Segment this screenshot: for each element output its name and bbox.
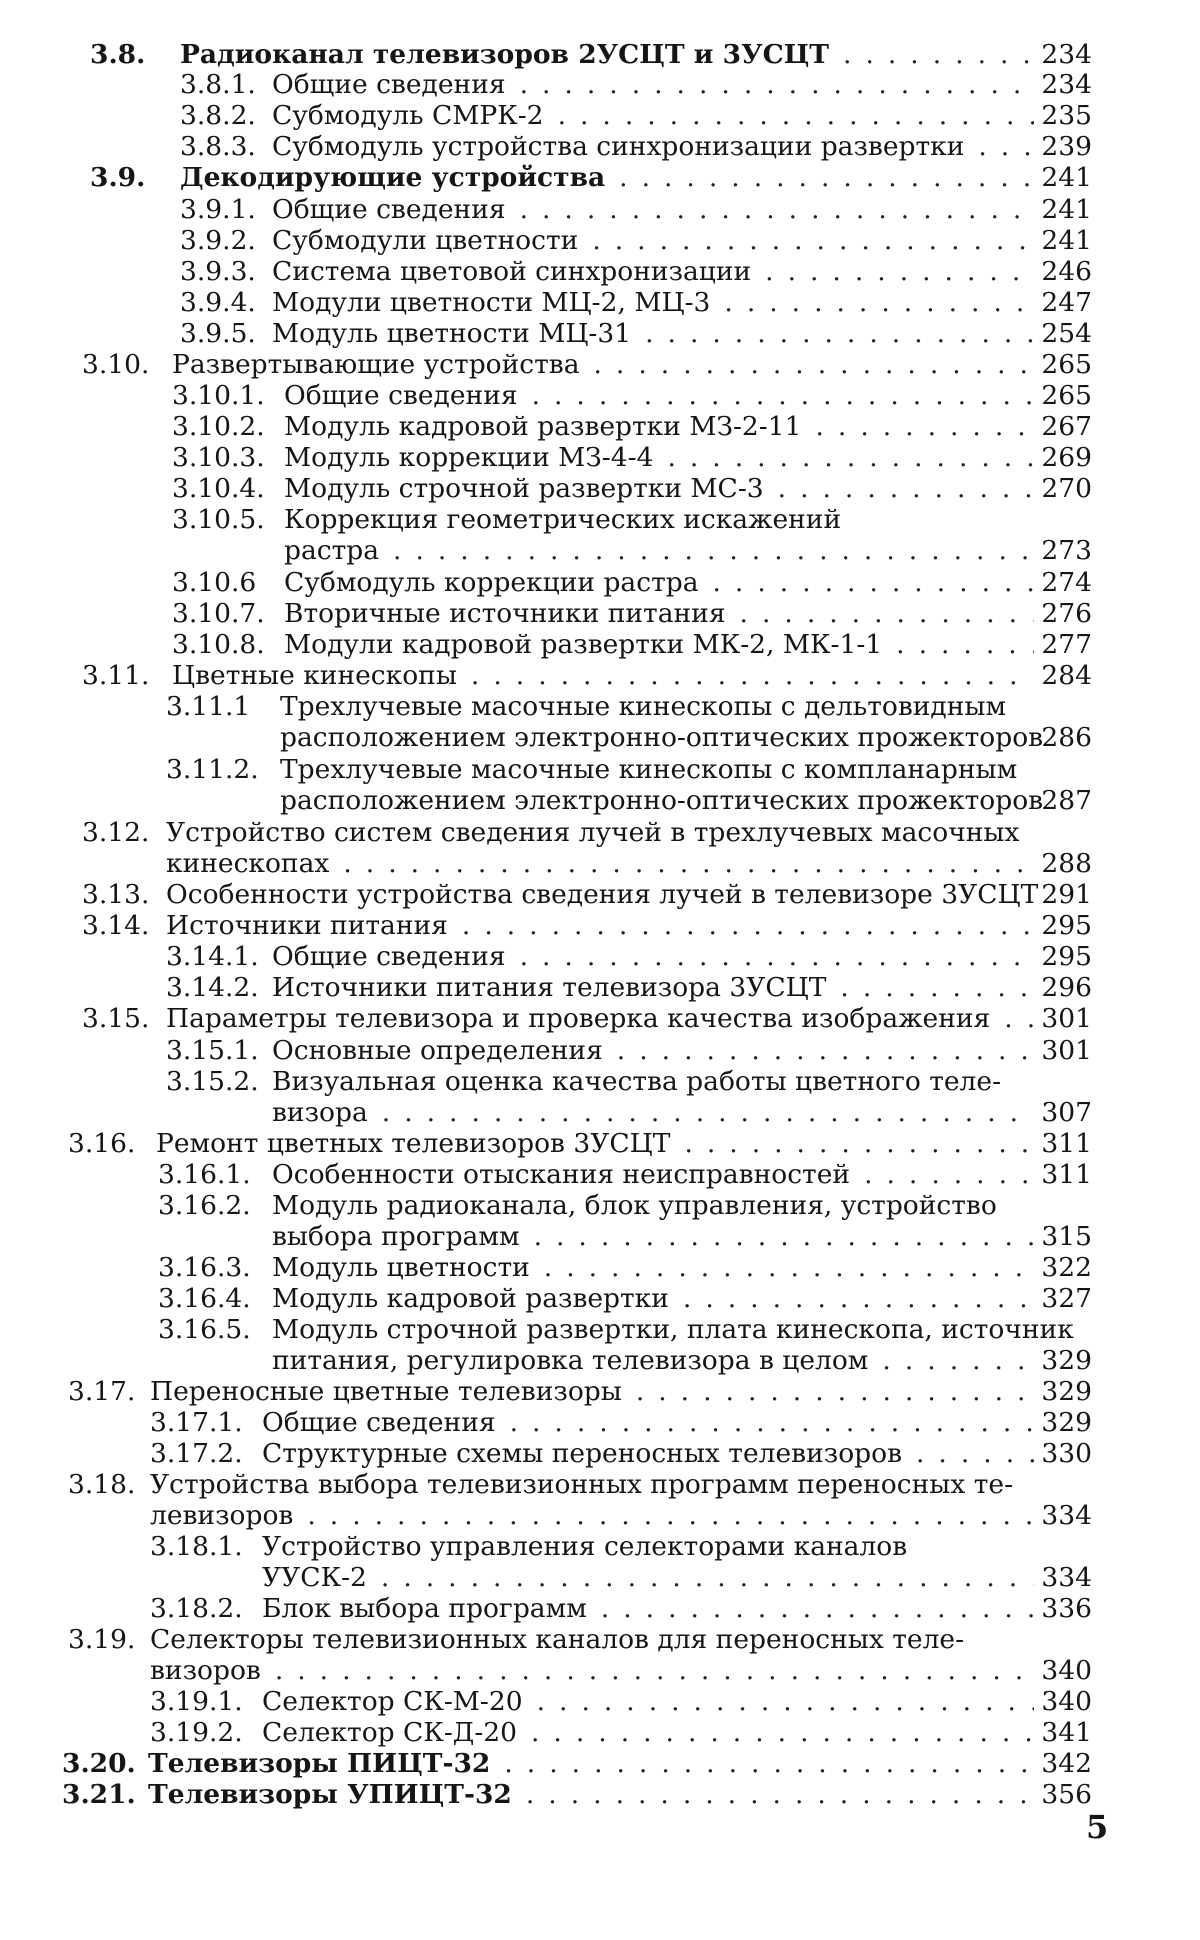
toc-entry-number: 3.12.: [82, 818, 149, 848]
leader-dots: .......: [864, 1160, 1034, 1190]
toc-entry-page: 311: [1041, 1129, 1092, 1159]
toc-entry-number: 3.19.: [68, 1625, 135, 1655]
toc-entry-title: Модуль цветности: [272, 1253, 530, 1283]
toc-entry-number: 3.11.: [82, 661, 149, 691]
toc-entry-number: 3.16.5.: [158, 1315, 251, 1345]
toc-entry-continuation: [0, 1346, 1200, 1376]
toc-entry-page: 270: [1041, 474, 1092, 504]
toc-entry-page: 241: [1041, 163, 1092, 193]
toc-entry-page: 284: [1041, 661, 1092, 691]
leader-dots: ..: [978, 132, 1034, 162]
toc-entry[interactable]: [0, 568, 1200, 598]
toc-entry-title: Переносные цветные телевизоры: [150, 1377, 622, 1407]
toc-entry-title: Система цветовой синхронизации: [272, 257, 751, 287]
leader-dots: ....................: [619, 163, 1034, 193]
toc-entry-number: 3.10.6: [172, 568, 256, 598]
toc-entry-title: Модуль цветности МЦ-31: [272, 319, 631, 349]
leader-dots: .................................: [275, 1656, 1034, 1686]
table-of-contents: [0, 0, 1200, 1940]
toc-entry[interactable]: [0, 942, 1200, 972]
toc-entry-title: Селекторы телевизионных каналов для переносных теле-: [150, 1625, 964, 1655]
toc-entry[interactable]: [0, 1160, 1200, 1190]
toc-entry-page: 265: [1041, 381, 1092, 411]
toc-entry[interactable]: [0, 474, 1200, 504]
toc-entry-page: 239: [1041, 132, 1092, 162]
toc-entry-page: 301: [1041, 1036, 1092, 1066]
toc-entry-continuation: [0, 536, 1200, 566]
toc-entry-page: 288: [1041, 849, 1092, 879]
leader-dots: ...............: [683, 1284, 1034, 1314]
toc-entry-number: 3.16.2.: [158, 1191, 251, 1221]
toc-entry-title: Субмодуль устройства синхронизации развертки: [272, 132, 964, 162]
toc-entry-title: Модуль кадровой развертки: [272, 1284, 669, 1314]
toc-entry-page: 327: [1041, 1284, 1092, 1314]
toc-entry-title-line2: выбора программ: [272, 1222, 520, 1252]
toc-entry-number: 3.19.1.: [150, 1687, 243, 1717]
leader-dots: ..............................: [343, 849, 1034, 879]
leader-dots: .........................: [462, 911, 1034, 941]
toc-entry-continuation: [0, 1222, 1200, 1252]
toc-entry-title: Субмодули цветности: [272, 226, 578, 256]
leader-dots: ...........: [778, 474, 1034, 504]
toc-entry[interactable]: [0, 1532, 1200, 1562]
toc-entry-continuation: [0, 1656, 1200, 1686]
toc-entry-page: 334: [1041, 1501, 1092, 1531]
toc-entry-title: Декодирующие устройства: [180, 163, 605, 193]
toc-entry[interactable]: [0, 755, 1200, 785]
toc-entry-title: Общие сведения: [272, 70, 506, 100]
toc-entry-page: 336: [1041, 1594, 1092, 1624]
toc-entry-number: 3.20.: [62, 1749, 136, 1779]
leader-dots: .......................: [504, 1749, 1034, 1779]
toc-entry[interactable]: [0, 1470, 1200, 1500]
toc-entry-page: 334: [1041, 1563, 1092, 1593]
toc-entry-title-line2: кинескопах: [166, 849, 329, 879]
leader-dots: ............................: [393, 536, 1034, 566]
toc-entry[interactable]: [0, 1129, 1200, 1159]
toc-entry-title: Ремонт цветных телевизоров 3УСЦТ: [156, 1129, 670, 1159]
toc-entry-continuation: [0, 786, 1200, 816]
toc-entry[interactable]: [0, 1067, 1200, 1097]
toc-entry[interactable]: [0, 1004, 1200, 1034]
leader-dots: ......................: [531, 1718, 1034, 1748]
toc-entry-title: Общие сведения: [262, 1408, 496, 1438]
leader-dots: ....................: [592, 226, 1034, 256]
toc-entry[interactable]: [0, 505, 1200, 535]
toc-entry-page: 311: [1041, 1160, 1092, 1190]
leader-dots: .: [1004, 1004, 1034, 1034]
toc-entry-number: 3.10.8.: [172, 630, 265, 660]
toc-entry-page: 322: [1041, 1253, 1092, 1283]
toc-entry-number: 3.16.4.: [158, 1284, 251, 1314]
toc-entry-page: 241: [1041, 226, 1092, 256]
toc-entry-page: 241: [1041, 195, 1092, 225]
toc-entry-number: 3.10.1.: [172, 381, 265, 411]
toc-entry-title-line2: расположением электронно-оптических прожекторов: [280, 786, 1043, 816]
toc-entry-number: 3.8.2.: [180, 101, 256, 131]
toc-entry-page: 234: [1041, 40, 1092, 70]
toc-entry-title: Селектор СК-М-20: [262, 1687, 523, 1717]
toc-entry-page: 340: [1041, 1656, 1092, 1686]
toc-entry[interactable]: [0, 40, 1200, 70]
toc-entry[interactable]: [0, 1749, 1200, 1779]
toc-entry-title: Радиоканал телевизоров 2УСЦТ и 3УСЦТ: [180, 40, 829, 70]
toc-entry-number: 3.18.2.: [150, 1594, 243, 1624]
toc-entry[interactable]: [0, 630, 1200, 660]
leader-dots: .....................: [558, 101, 1034, 131]
leader-dots: .......................: [520, 70, 1034, 100]
toc-entry-title: Модуль коррекции МЗ-4-4: [284, 443, 653, 473]
toc-entry-title: Трехлучевые масочные кинескопы с компланарным: [280, 755, 1017, 785]
toc-entry-title: Параметры телевизора и проверка качества изображения: [166, 1004, 990, 1034]
toc-entry[interactable]: [0, 1408, 1200, 1438]
toc-entry-continuation: [0, 723, 1200, 753]
toc-entry-number: 3.14.: [82, 911, 149, 941]
toc-entry[interactable]: [0, 1377, 1200, 1407]
toc-entry[interactable]: [0, 101, 1200, 131]
toc-entry-page: 329: [1041, 1408, 1092, 1438]
toc-entry-title: Селектор СК-Д-20: [262, 1718, 517, 1748]
leader-dots: ......: [882, 1346, 1034, 1376]
toc-entry-title: Вторичные источники питания: [284, 599, 726, 629]
toc-entry-number: 3.10.5.: [172, 505, 265, 535]
toc-entry-number: 3.16.: [68, 1129, 135, 1159]
toc-entry[interactable]: [0, 70, 1200, 100]
toc-entry-page: 234: [1041, 70, 1092, 100]
toc-entry-number: 3.9.1.: [180, 195, 256, 225]
toc-entry-number: 3.13.: [82, 880, 149, 910]
toc-entry-page: 342: [1041, 1749, 1092, 1779]
toc-entry[interactable]: [0, 163, 1200, 193]
toc-entry-number: 3.21.: [62, 1780, 136, 1810]
leader-dots: ........: [840, 973, 1034, 1003]
toc-entry-page: 295: [1041, 911, 1092, 941]
toc-entry-page: 269: [1041, 443, 1092, 473]
leader-dots: ......................: [526, 1780, 1034, 1810]
toc-entry[interactable]: [0, 880, 1200, 910]
toc-entry-page: 276: [1041, 599, 1092, 629]
toc-entry-page: 329: [1041, 1346, 1092, 1376]
leader-dots: .....: [916, 1439, 1034, 1469]
toc-entry[interactable]: [0, 1036, 1200, 1066]
leader-dots: .................: [636, 1377, 1034, 1407]
leader-dots: ...............: [684, 1129, 1034, 1159]
toc-entry-number: 3.15.2.: [166, 1067, 259, 1097]
toc-entry-page: 246: [1041, 257, 1092, 287]
leader-dots: .......................: [510, 1408, 1034, 1438]
toc-entry[interactable]: [0, 599, 1200, 629]
toc-entry-number: 3.14.1.: [166, 942, 259, 972]
toc-entry[interactable]: [0, 443, 1200, 473]
toc-entry-title: Модуль радиоканала, блок управления, устройство: [272, 1191, 997, 1221]
toc-entry-title: Визуальная оценка качества работы цветного теле-: [272, 1067, 1001, 1097]
toc-entry-number: 3.8.3.: [180, 132, 256, 162]
toc-entry-title: Модуль строчной развертки МС-3: [284, 474, 764, 504]
toc-entry-number: 3.9.2.: [180, 226, 256, 256]
toc-entry-title: Источники питания телевизора 3УСЦТ: [272, 973, 826, 1003]
leader-dots: ................................: [307, 1501, 1034, 1531]
toc-entry[interactable]: [0, 350, 1200, 380]
toc-entry-page: 296: [1041, 973, 1092, 1003]
toc-entry-page: 267: [1041, 412, 1092, 442]
toc-entry[interactable]: [0, 1780, 1200, 1810]
leader-dots: .......................: [520, 942, 1034, 972]
toc-entry-page: 356: [1041, 1780, 1092, 1810]
toc-entry-number: 3.18.: [68, 1470, 135, 1500]
toc-entry[interactable]: [0, 1191, 1200, 1221]
toc-entry-number: 3.14.2.: [166, 973, 259, 1003]
toc-entry-continuation: [0, 1501, 1200, 1531]
leader-dots: ....................: [594, 350, 1035, 380]
leader-dots: ......: [896, 630, 1034, 660]
toc-entry[interactable]: [0, 226, 1200, 256]
toc-entry[interactable]: [0, 412, 1200, 442]
toc-entry-number: 3.9.: [90, 163, 145, 193]
toc-entry-title: Устройство управления селекторами каналов: [262, 1532, 907, 1562]
toc-entry-title-line2: питания, регулировка телевизора в целом: [272, 1346, 868, 1376]
toc-entry-number: 3.15.: [82, 1004, 149, 1034]
toc-entry[interactable]: [0, 1687, 1200, 1717]
toc-entry-title: Особенности отыскания неисправностей: [272, 1160, 850, 1190]
toc-entry[interactable]: [0, 319, 1200, 349]
toc-entry[interactable]: [0, 195, 1200, 225]
toc-entry-number: 3.11.1: [166, 692, 250, 722]
toc-entry-title: Структурные схемы переносных телевизоров: [262, 1439, 902, 1469]
toc-entry-number: 3.15.1.: [166, 1036, 259, 1066]
leader-dots: ..........: [815, 412, 1034, 442]
toc-entry-title: Развертывающие устройства: [172, 350, 580, 380]
toc-entry-number: 3.17.: [68, 1377, 135, 1407]
toc-entry-continuation: [0, 849, 1200, 879]
toc-entry-title: Телевизоры ПИЦТ-32: [148, 1749, 490, 1779]
toc-entry-number: 3.17.1.: [150, 1408, 243, 1438]
leader-dots: .......................: [520, 195, 1034, 225]
toc-entry-number: 3.9.5.: [180, 319, 256, 349]
toc-entry[interactable]: [0, 381, 1200, 411]
toc-entry-number: 3.16.3.: [158, 1253, 251, 1283]
leader-dots: ..............: [713, 568, 1035, 598]
toc-entry[interactable]: [0, 257, 1200, 287]
toc-entry-title-line2: визора: [272, 1098, 368, 1128]
toc-entry-number: 3.10.: [82, 350, 149, 380]
leader-dots: ......................: [534, 1222, 1034, 1252]
toc-entry-title-line2: расположением электронно-оптических прожекторов: [280, 723, 1043, 753]
toc-entry[interactable]: [0, 911, 1200, 941]
toc-entry-page: 329: [1041, 1377, 1092, 1407]
toc-entry[interactable]: [0, 1594, 1200, 1624]
toc-entry-number: 3.8.1.: [180, 70, 256, 100]
toc-entry-number: 3.8.: [90, 40, 145, 70]
leader-dots: ....................: [601, 1594, 1034, 1624]
leader-dots: ......................: [532, 381, 1034, 411]
toc-entry-title: Модуль строчной развертки, плата кинескопа, источник: [272, 1315, 1074, 1345]
toc-entry-title: Телевизоры УПИЦТ-32: [148, 1780, 512, 1810]
toc-entry-number: 3.16.1.: [158, 1160, 251, 1190]
toc-entry-number: 3.10.3.: [172, 443, 265, 473]
toc-entry-title: Трехлучевые масочные кинескопы с дельтовидным: [280, 692, 1006, 722]
leader-dots: .............: [724, 288, 1034, 318]
toc-entry-page: 295: [1041, 942, 1092, 972]
toc-entry-page: 254: [1041, 319, 1092, 349]
toc-entry[interactable]: [0, 661, 1200, 691]
toc-entry[interactable]: [0, 1284, 1200, 1314]
leader-dots: ..............................: [381, 1563, 1034, 1593]
toc-entry-continuation: [0, 1098, 1200, 1128]
toc-entry-title: Субмодуль коррекции растра: [284, 568, 699, 598]
toc-entry-title: Коррекция геометрических искажений: [284, 505, 841, 535]
toc-entry-page: 301: [1041, 1004, 1092, 1034]
leader-dots: ........: [843, 40, 1034, 70]
page-number: 5: [1086, 1808, 1108, 1846]
toc-entry[interactable]: [0, 692, 1200, 722]
toc-entry-number: 3.18.1.: [150, 1532, 243, 1562]
toc-entry-title: Общие сведения: [272, 942, 506, 972]
toc-entry[interactable]: [0, 1625, 1200, 1655]
toc-entry-title: Модули кадровой развертки МК-2, МК-1-1: [284, 630, 882, 660]
toc-entry[interactable]: [0, 288, 1200, 318]
toc-entry-number: 3.9.3.: [180, 257, 256, 287]
leader-dots: .........................: [471, 661, 1034, 691]
leader-dots: ....................: [617, 1036, 1034, 1066]
toc-entry-page: 235: [1041, 101, 1092, 131]
leader-dots: ......................: [544, 1253, 1034, 1283]
toc-entry-number: 3.11.2.: [166, 755, 259, 785]
toc-entry[interactable]: [0, 1253, 1200, 1283]
leader-dots: .................: [645, 319, 1034, 349]
toc-entry-page: 277: [1041, 630, 1092, 660]
toc-entry-number: 3.10.7.: [172, 599, 265, 629]
toc-entry-title: Общие сведения: [272, 195, 506, 225]
toc-entry-number: 3.17.2.: [150, 1439, 243, 1469]
toc-entry[interactable]: [0, 132, 1200, 162]
toc-entry[interactable]: [0, 1315, 1200, 1345]
toc-entry-title: Субмодуль СМРК-2: [272, 101, 544, 131]
toc-entry-page: 247: [1041, 288, 1092, 318]
toc-entry[interactable]: [0, 973, 1200, 1003]
toc-entry-number: 3.19.2.: [150, 1718, 243, 1748]
leader-dots: ..............................: [382, 1098, 1034, 1128]
toc-entry-title: Устройства выбора телевизионных программ переносных те-: [150, 1470, 1013, 1500]
leader-dots: ................: [667, 443, 1034, 473]
toc-entry[interactable]: [0, 1718, 1200, 1748]
leader-dots: .............: [740, 599, 1034, 629]
toc-entry-title: Устройство систем сведения лучей в трехлучевых масочных: [166, 818, 1019, 848]
toc-entry-title: Модуль кадровой развертки МЗ-2-11: [284, 412, 801, 442]
toc-entry-page: 287: [1041, 786, 1092, 816]
leader-dots: ......................: [537, 1687, 1034, 1717]
toc-entry-page: 341: [1041, 1718, 1092, 1748]
toc-entry-title-line2: растра: [284, 536, 379, 566]
toc-entry-page: 273: [1041, 536, 1092, 566]
toc-entry-title-line2: УУСК-2: [262, 1563, 367, 1593]
toc-entry-title: Блок выбора программ: [262, 1594, 587, 1624]
toc-entry[interactable]: [0, 818, 1200, 848]
toc-entry-page: 340: [1041, 1687, 1092, 1717]
leader-dots: ............: [765, 257, 1034, 287]
toc-entry-page: 330: [1041, 1439, 1092, 1469]
toc-entry-number: 3.9.4.: [180, 288, 256, 318]
toc-entry-page: 307: [1041, 1098, 1092, 1128]
toc-entry-page: 265: [1041, 350, 1092, 380]
toc-entry-title-line2: левизоров: [150, 1501, 293, 1531]
toc-entry-title-line2: визоров: [150, 1656, 261, 1686]
toc-entry-page: 315: [1041, 1222, 1092, 1252]
toc-entry-title: Общие сведения: [284, 381, 518, 411]
toc-entry-title: Основные определения: [272, 1036, 603, 1066]
toc-entry-title: Цветные кинескопы: [172, 661, 457, 691]
toc-entry-title: Источники питания: [166, 911, 448, 941]
toc-entry-page: 291: [1041, 880, 1092, 910]
toc-entry-continuation: [0, 1563, 1200, 1593]
toc-entry-title: Особенности устройства сведения лучей в телевизоре 3УСЦТ: [166, 880, 1038, 910]
toc-entry[interactable]: [0, 1439, 1200, 1469]
toc-entry-number: 3.10.2.: [172, 412, 265, 442]
toc-entry-number: 3.10.4.: [172, 474, 265, 504]
toc-entry-page: 274: [1041, 568, 1092, 598]
toc-entry-page: 286: [1041, 723, 1092, 753]
toc-entry-title: Модули цветности МЦ-2, МЦ-3: [272, 288, 710, 318]
